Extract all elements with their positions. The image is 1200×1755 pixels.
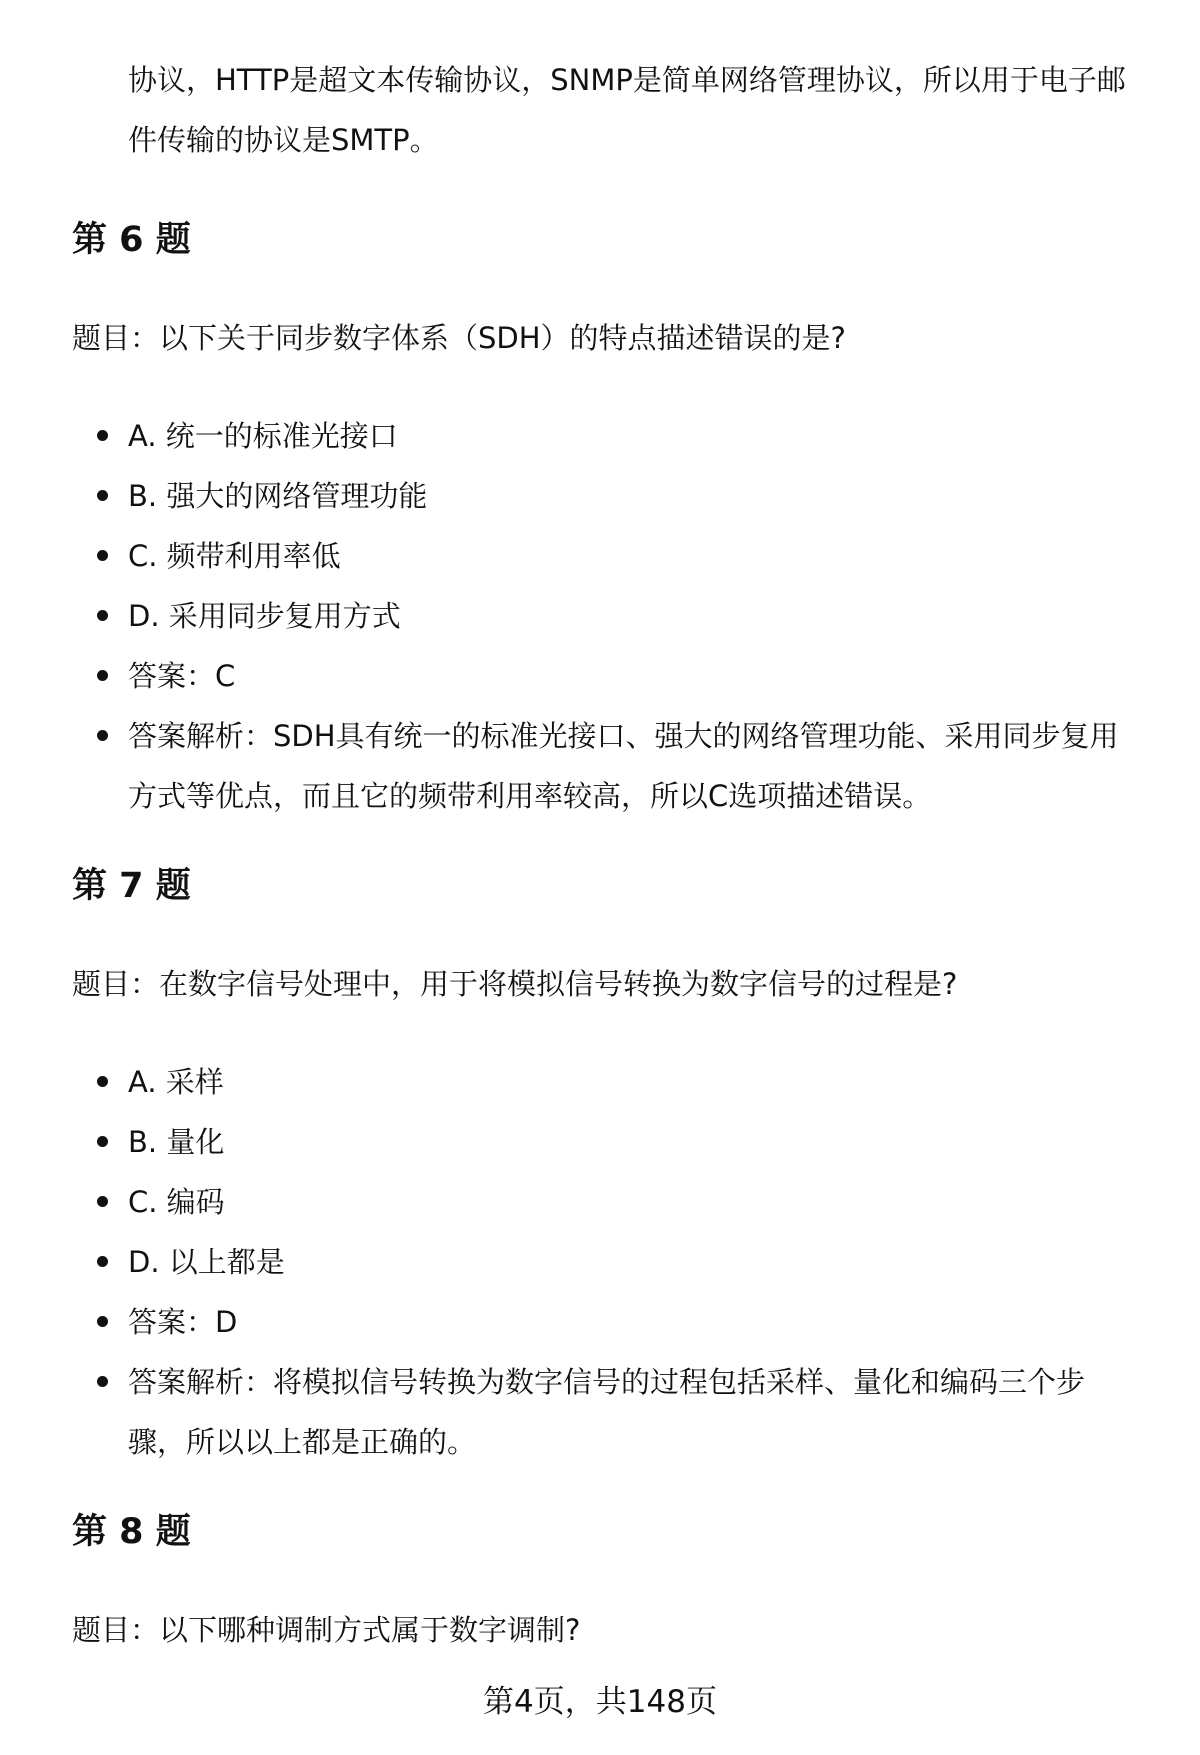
question-8-heading: 第 8 题	[72, 1512, 191, 1552]
answer-explanation-line-1: 答案解析：SDH具有统一的标准光接口、强大的网络管理功能、采用同步复用	[128, 719, 1119, 753]
list-item	[0, 466, 1200, 526]
list-item	[0, 406, 1200, 466]
option-d: D. 采用同步复用方式	[128, 599, 401, 633]
list-item	[0, 646, 1200, 706]
answer: 答案：C	[128, 659, 236, 693]
question-6-heading: 第 6 题	[72, 220, 191, 260]
option-a: A. 采样	[128, 1065, 224, 1099]
bullet-icon	[97, 1256, 108, 1267]
answer-explanation-line-2: 骤，所以以上都是正确的。	[128, 1425, 477, 1459]
page-number: 第4页，共148页	[483, 1684, 717, 1720]
prev-explanation-line-1: 协议，HTTP是超文本传输协议，SNMP是简单网络管理协议，所以用于电子邮	[128, 63, 1126, 97]
bullet-icon	[97, 1316, 108, 1327]
list-item	[0, 1172, 1200, 1232]
list-item	[0, 1232, 1200, 1292]
list-item	[0, 1112, 1200, 1172]
answer-explanation-line-2: 方式等优点，而且它的频带利用率较高，所以C选项描述错误。	[128, 779, 932, 813]
question-6-stem: 题目：以下关于同步数字体系（SDH）的特点描述错误的是?	[72, 321, 846, 355]
question-8-stem: 题目：以下哪种调制方式属于数字调制?	[72, 1613, 581, 1647]
bullet-icon	[97, 610, 108, 621]
bullet-icon	[97, 730, 108, 741]
list-item	[0, 1292, 1200, 1352]
bullet-icon	[97, 670, 108, 681]
option-b: B. 量化	[128, 1125, 225, 1159]
bullet-icon	[97, 1196, 108, 1207]
list-item	[0, 1352, 1200, 1472]
bullet-icon	[97, 430, 108, 441]
bullet-icon	[97, 1076, 108, 1087]
option-c: C. 频带利用率低	[128, 539, 341, 573]
bullet-icon	[97, 550, 108, 561]
option-c: C. 编码	[128, 1185, 225, 1219]
option-a: A. 统一的标准光接口	[128, 419, 398, 453]
list-item	[0, 526, 1200, 586]
question-7-stem: 题目：在数字信号处理中，用于将模拟信号转换为数字信号的过程是?	[72, 967, 958, 1001]
option-d: D. 以上都是	[128, 1245, 285, 1279]
list-item	[0, 1052, 1200, 1112]
question-7-heading: 第 7 题	[72, 866, 191, 906]
answer: 答案：D	[128, 1305, 238, 1339]
prev-explanation-line-2: 件传输的协议是SMTP。	[128, 123, 439, 157]
list-item	[0, 706, 1200, 826]
bullet-icon	[97, 1376, 108, 1387]
list-item	[0, 586, 1200, 646]
answer-explanation-line-1: 答案解析：将模拟信号转换为数字信号的过程包括采样、量化和编码三个步	[128, 1365, 1086, 1399]
bullet-icon	[97, 490, 108, 501]
bullet-icon	[97, 1136, 108, 1147]
option-b: B. 强大的网络管理功能	[128, 479, 428, 513]
